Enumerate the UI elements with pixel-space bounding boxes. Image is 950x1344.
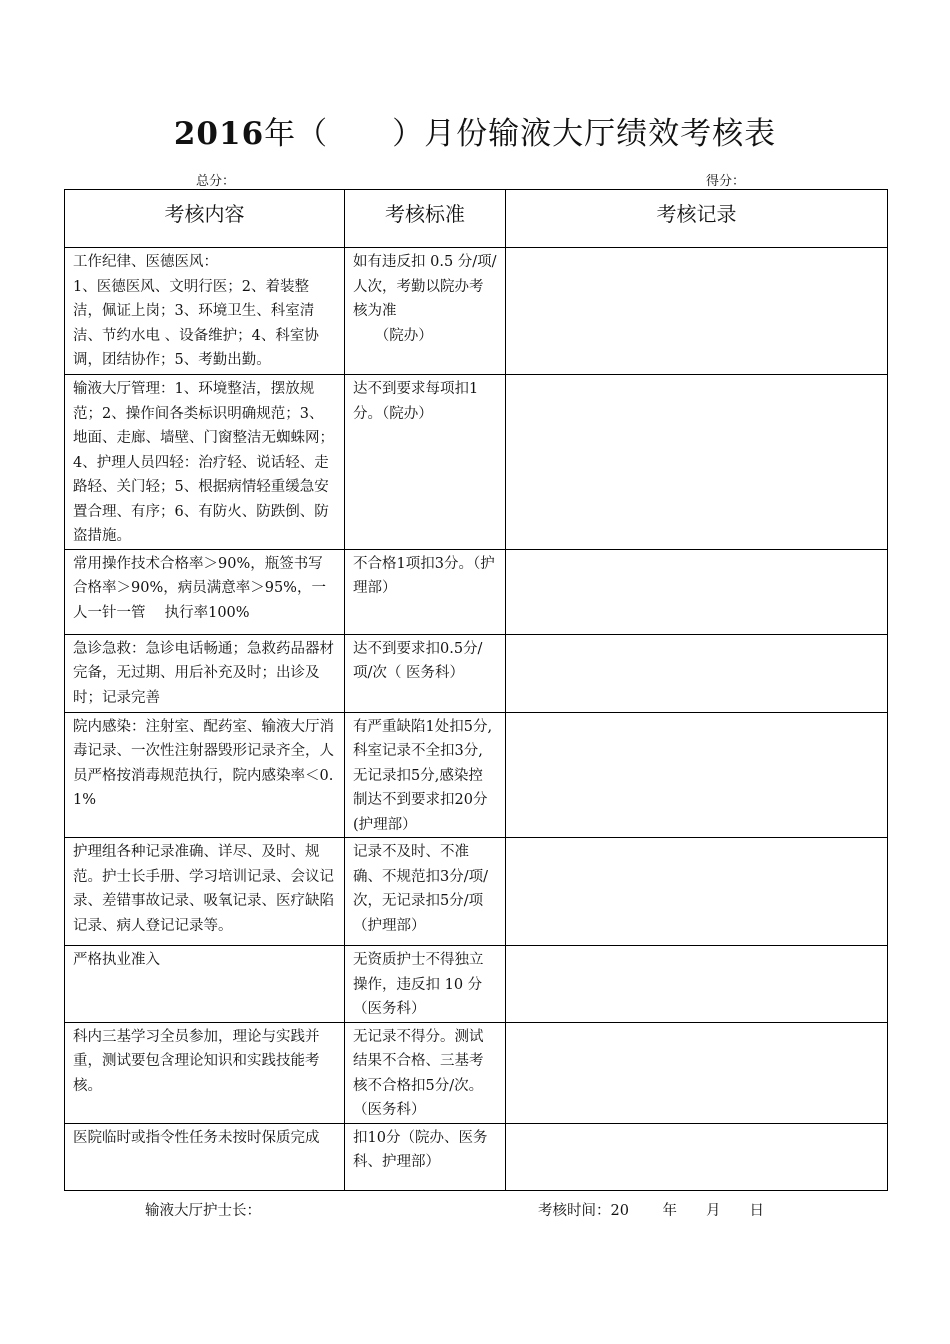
record-cell[interactable]: [506, 838, 887, 840]
table-row: [65, 375, 888, 550]
record-cell[interactable]: [506, 635, 887, 637]
content-cell: 院内感染：注射室、配药室、输液大厅消毒记录、一次性注射器毁形记录齐全，人员严格按消毒规范执行，院内感染率＜0.1%: [73, 718, 334, 808]
record-cell[interactable]: [506, 248, 887, 250]
standard-cell: 有严重缺陷1处扣5分,科室记录不全扣3分,无记录扣5分,感染控制达不到要求扣20分(护理部）: [353, 718, 493, 833]
record-cell[interactable]: [506, 550, 887, 552]
standard-cell: 达不到要求扣0.5分/项/次（ 医务科）: [353, 640, 483, 681]
standard-cell: 不合格1项扣3分。（护理部）: [353, 555, 495, 596]
table-row: [65, 248, 888, 375]
record-cell[interactable]: [506, 375, 887, 377]
header-content: 考核内容: [65, 190, 345, 248]
standard-cell: 记录不及时、不准确、不规范扣3分/项/次，无记录扣5分/项（护理部）: [353, 844, 488, 934]
table-row: [65, 549, 888, 634]
table-row: [65, 634, 888, 712]
title-year: 2016: [173, 116, 265, 152]
table-row: [65, 838, 888, 946]
standard-cell: 如有违反扣 0.5 分/项/人次，考勤以院办考核为准 （院办）: [353, 254, 497, 344]
record-cell[interactable]: [506, 1124, 887, 1126]
content-cell: 严格执业准入: [73, 952, 160, 968]
record-cell[interactable]: [506, 1023, 887, 1025]
table-row: [65, 946, 888, 1023]
title-text: 年（ ）月份输液大厅绩效考核表: [264, 116, 777, 152]
header-standard: 考核标准: [345, 190, 506, 248]
content-cell: 急诊急救：急诊电话畅通；急救药品器材完备，无过期、用后补充及时；出诊及时；记录完善: [73, 640, 334, 706]
header-record: 考核记录: [506, 190, 888, 248]
content-cell: 输液大厅管理：1、环境整洁，摆放规范；2、操作间各类标识明确规范；3、地面、走廊、墙壁、门窗整洁无蜘蛛网；4、护理人员四轻：治疗轻、说话轻、走路轻、关门轻；5、根据病情轻重缓急安置合理、有序；6、有防火、防跌倒、防盗措施。: [73, 381, 334, 544]
head-nurse-signature-label: 输液大厅护士长：: [145, 1203, 261, 1219]
record-cell[interactable]: [506, 946, 887, 948]
content-cell: 工作纪律、医德医风： 1、医德医风、文明行医；2、着装整洁，佩证上岗；3、环境卫生、科室清洁、节约水电 、设备维护；4、科室协调，团结协作；5、考勤出勤。: [73, 254, 319, 368]
table-row: [65, 712, 888, 838]
standard-cell: 达不到要求每项扣1分。（院办）: [353, 381, 479, 422]
content-cell: 科内三基学习全员参加，理论与实践并重，测试要包含理论知识和实践技能考核。: [73, 1028, 320, 1094]
standard-cell: 扣10分（院办、医务科、护理部）: [353, 1129, 488, 1170]
standard-cell: 无记录不得分。测试结果不合格、三基考核不合格扣5分/次。（医务科）: [353, 1028, 484, 1118]
assessment-table: [64, 189, 888, 1191]
obtained-score-label: 得分：: [706, 174, 746, 189]
standard-cell: 无资质护士不得独立操作，违反扣 10 分（医务科）: [353, 952, 484, 1017]
table-header-row: [65, 190, 888, 248]
table-row: [65, 1123, 888, 1190]
content-cell: 常用操作技术合格率＞90%，瓶签书写合格率＞90%，病员满意率＞95%，一人一针一管 执行率100%: [73, 555, 326, 621]
total-score-label: 总分：: [196, 174, 236, 189]
record-cell[interactable]: [506, 713, 887, 715]
content-cell: 护理组各种记录准确、详尽、及时、规范。护士长手册、学习培训记录、会议记录、差错事故记录、吸氧记录、医疗缺陷记录、病人登记记录等。: [73, 844, 334, 934]
content-cell: 医院临时或指令性任务未按时保质完成: [73, 1129, 320, 1146]
page-title: [0, 108, 950, 153]
assessment-date-label: 考核时间：20 年 月 日: [538, 1203, 765, 1219]
table-row: [65, 1022, 888, 1123]
